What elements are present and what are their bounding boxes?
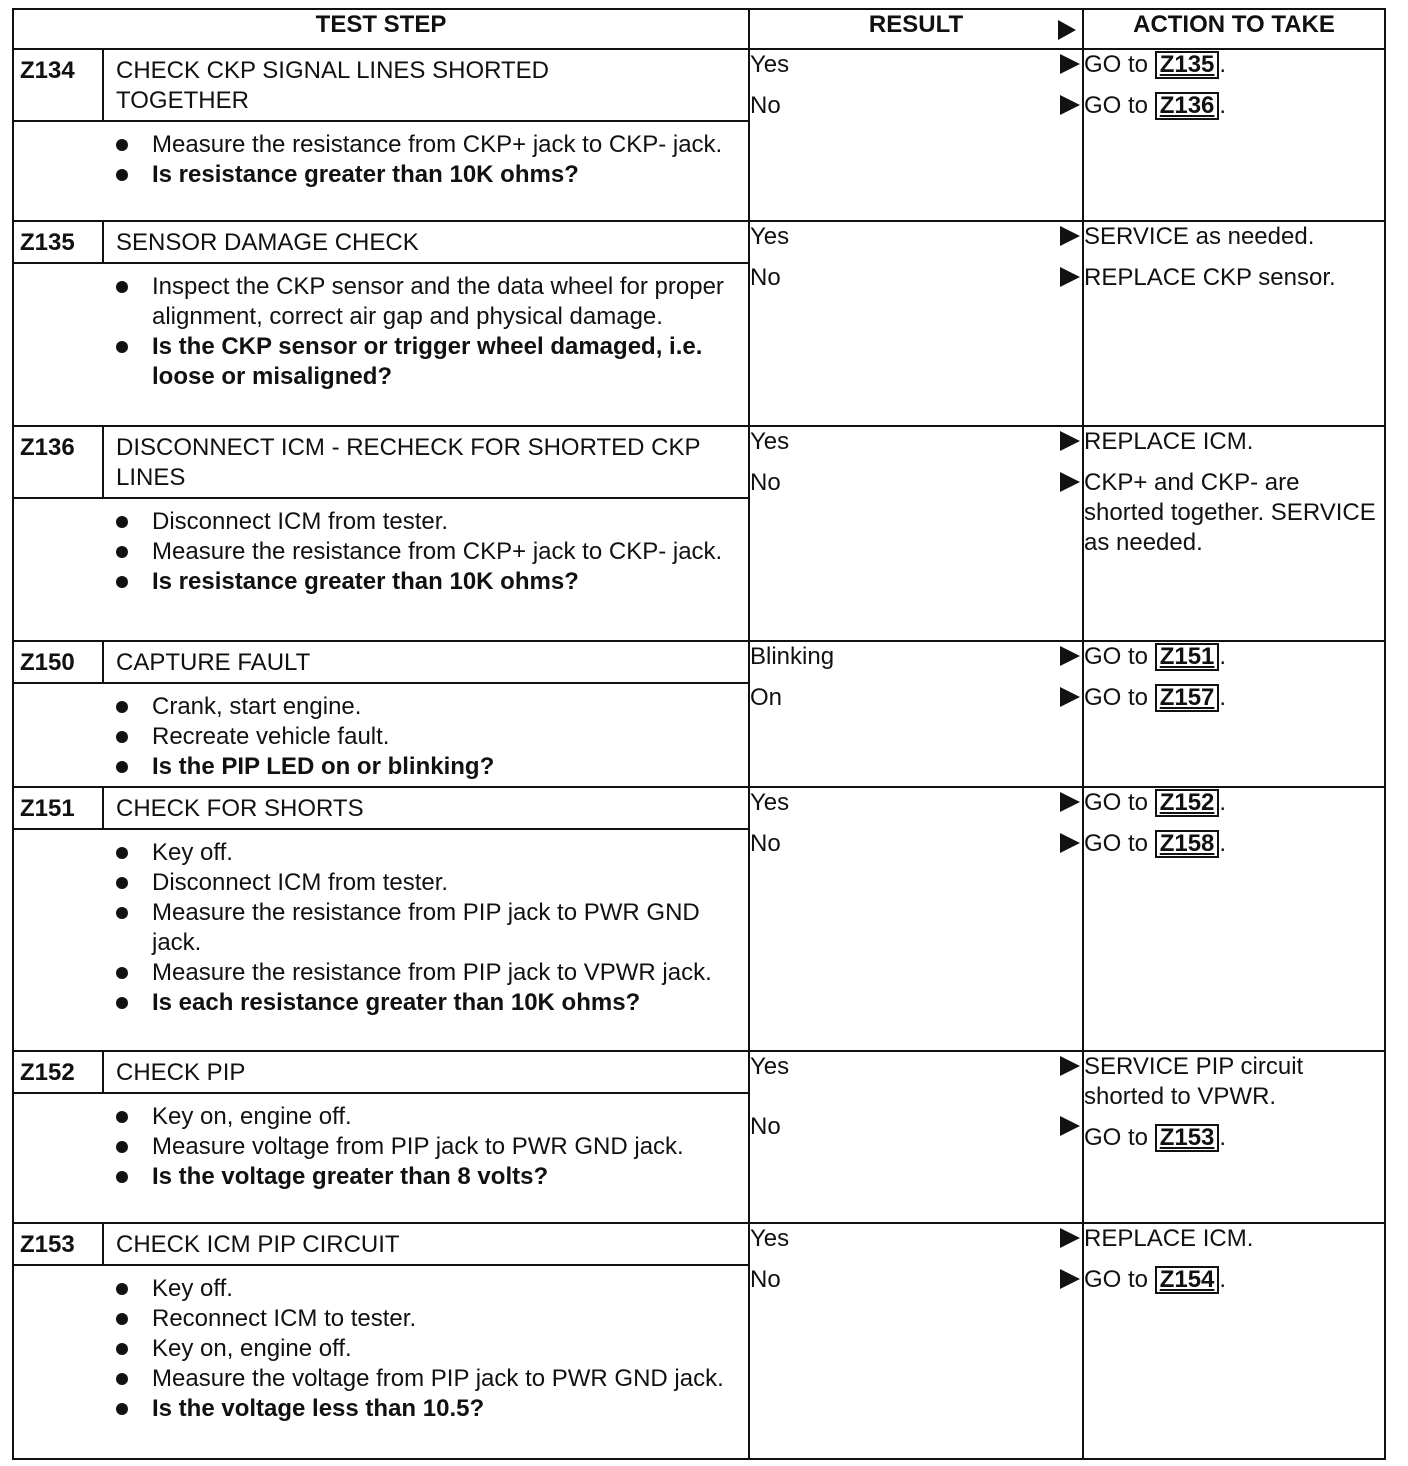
- result-label: No: [750, 1113, 781, 1140]
- step-reference-link[interactable]: Z157: [1155, 684, 1220, 712]
- arrow-right-icon: [1058, 20, 1076, 40]
- instruction-item: [110, 332, 738, 392]
- step-reference-link[interactable]: Z153: [1155, 1124, 1220, 1152]
- diagnostic-table: [12, 8, 1386, 1460]
- bullet-icon: [116, 731, 128, 743]
- step-row: [13, 49, 1385, 221]
- action-text: REPLACE CKP sensor.: [1084, 264, 1336, 291]
- step-id: Z151: [14, 788, 104, 828]
- result-line: [750, 222, 1082, 252]
- action-cell: [1083, 787, 1385, 1051]
- instruction-text: Measure the resistance from PIP jack to PWR GND jack.: [152, 899, 700, 956]
- step-id: Z134: [14, 50, 104, 120]
- bullet-icon: [116, 341, 128, 353]
- action-text: GO to: [1084, 1266, 1149, 1293]
- instruction-item: [110, 692, 738, 722]
- step-id: Z153: [14, 1224, 104, 1264]
- step-instructions: [14, 830, 748, 1022]
- header-result: [749, 9, 1083, 49]
- step-heading: [14, 1224, 748, 1266]
- action-suffix: .: [1219, 643, 1227, 670]
- step-heading: [14, 222, 748, 264]
- table-header-row: [13, 9, 1385, 49]
- action-text: CKP+ and CKP- are shorted together. SERVICE as needed.: [1084, 469, 1376, 556]
- result-line: [750, 1112, 1082, 1142]
- result-line: [750, 829, 1082, 859]
- result-line: [750, 642, 1082, 672]
- result-label: No: [750, 264, 781, 291]
- result-label: No: [750, 469, 781, 496]
- action-text: SERVICE as needed.: [1084, 223, 1315, 250]
- header-action: ACTION TO TAKE: [1083, 9, 1385, 49]
- step-row: [13, 426, 1385, 641]
- bullet-icon: [116, 1373, 128, 1385]
- instruction-text: Key off.: [152, 839, 233, 866]
- instruction-item: [110, 838, 738, 868]
- arrow-right-icon: [1060, 472, 1080, 492]
- bullet-icon: [116, 169, 128, 181]
- instruction-item: [110, 752, 738, 782]
- step-title: SENSOR DAMAGE CHECK: [116, 229, 419, 256]
- instruction-text: Measure voltage from PIP jack to PWR GND jack.: [152, 1133, 684, 1160]
- result-line: [750, 263, 1082, 293]
- instruction-item: [110, 898, 738, 958]
- instruction-item: [110, 1394, 738, 1424]
- arrow-right-icon: [1060, 54, 1080, 74]
- instruction-item: [110, 868, 738, 898]
- step-heading: [14, 788, 748, 830]
- step-instructions: [14, 499, 748, 601]
- instruction-item: [110, 130, 738, 160]
- arrow-right-icon: [1060, 646, 1080, 666]
- bullet-icon: [116, 546, 128, 558]
- result-line: [750, 427, 1082, 457]
- step-instructions: [14, 684, 748, 786]
- instruction-item: [110, 1274, 738, 1304]
- result-label: No: [750, 830, 781, 857]
- action-text: GO to: [1084, 51, 1149, 78]
- result-line: [750, 788, 1082, 818]
- step-row: [13, 787, 1385, 1051]
- action-suffix: .: [1219, 1266, 1227, 1293]
- bullet-icon: [116, 967, 128, 979]
- instruction-item: [110, 1334, 738, 1364]
- action-suffix: .: [1219, 684, 1227, 711]
- result-line: [750, 683, 1082, 713]
- arrow-right-icon: [1060, 792, 1080, 812]
- step-row: [13, 641, 1385, 787]
- bullet-icon: [116, 139, 128, 151]
- bullet-icon: [116, 1343, 128, 1355]
- step-reference-link[interactable]: Z152: [1155, 789, 1220, 817]
- instruction-item: [110, 537, 738, 567]
- result-label: Yes: [750, 428, 790, 455]
- result-cell: [749, 426, 1083, 641]
- test-step-cell: [13, 221, 749, 426]
- instruction-text: Measure the voltage from PIP jack to PWR GND jack.: [152, 1365, 724, 1392]
- instruction-text: Is the voltage less than 10.5?: [152, 1395, 485, 1422]
- action-text: GO to: [1084, 1124, 1149, 1151]
- bullet-icon: [116, 1403, 128, 1415]
- action-suffix: .: [1219, 51, 1227, 78]
- result-label: No: [750, 1266, 781, 1293]
- arrow-right-icon: [1060, 95, 1080, 115]
- action-text: GO to: [1084, 92, 1149, 119]
- step-reference-link[interactable]: Z154: [1155, 1266, 1220, 1294]
- arrow-right-icon: [1060, 1056, 1080, 1076]
- action-cell: [1083, 426, 1385, 641]
- result-line: [750, 1224, 1082, 1254]
- instruction-item: [110, 1132, 738, 1162]
- step-title: CHECK PIP: [116, 1059, 246, 1086]
- test-step-cell: [13, 49, 749, 221]
- action-text: GO to: [1084, 830, 1149, 857]
- step-heading: [14, 1052, 748, 1094]
- step-reference-link[interactable]: Z136: [1155, 92, 1220, 120]
- action-line: [1084, 222, 1384, 252]
- bullet-icon: [116, 576, 128, 588]
- action-suffix: .: [1219, 92, 1227, 119]
- test-step-cell: [13, 787, 749, 1051]
- bullet-icon: [116, 1313, 128, 1325]
- action-text: GO to: [1084, 684, 1149, 711]
- step-title: CHECK CKP SIGNAL LINES SHORTED TOGETHER: [116, 57, 550, 114]
- test-step-cell: [13, 1051, 749, 1223]
- header-result-label: RESULT: [868, 11, 964, 38]
- bullet-icon: [116, 997, 128, 1009]
- instruction-item: [110, 1364, 738, 1394]
- action-line: [1084, 642, 1384, 672]
- instruction-item: [110, 988, 738, 1018]
- instruction-item: [110, 1304, 738, 1334]
- step-heading: [14, 50, 748, 122]
- step-title: DISCONNECT ICM - RECHECK FOR SHORTED CKP LINES: [116, 434, 701, 491]
- test-step-cell: [13, 426, 749, 641]
- instruction-text: Reconnect ICM to tester.: [152, 1305, 417, 1332]
- arrow-right-icon: [1060, 1116, 1080, 1136]
- result-line: [750, 91, 1082, 121]
- result-label: On: [750, 684, 783, 711]
- arrow-right-icon: [1060, 833, 1080, 853]
- instruction-item: [110, 958, 738, 988]
- step-row: [13, 1051, 1385, 1223]
- action-cell: [1083, 221, 1385, 426]
- instruction-text: Is the PIP LED on or blinking?: [152, 753, 495, 780]
- instruction-item: [110, 1162, 738, 1192]
- instruction-text: Disconnect ICM from tester.: [152, 508, 449, 535]
- arrow-right-icon: [1060, 687, 1080, 707]
- arrow-right-icon: [1060, 226, 1080, 246]
- action-line: [1084, 263, 1384, 293]
- bullet-icon: [116, 761, 128, 773]
- step-title: CAPTURE FAULT: [116, 649, 311, 676]
- action-line: [1084, 1265, 1384, 1295]
- action-cell: [1083, 49, 1385, 221]
- instruction-item: [110, 1102, 738, 1132]
- bullet-icon: [116, 701, 128, 713]
- action-suffix: .: [1219, 789, 1227, 816]
- bullet-icon: [116, 1111, 128, 1123]
- result-line: [750, 1265, 1082, 1295]
- bullet-icon: [116, 907, 128, 919]
- instruction-text: Is resistance greater than 10K ohms?: [152, 568, 579, 595]
- step-id: Z136: [14, 427, 104, 497]
- test-step-cell: [13, 1223, 749, 1459]
- action-cell: [1083, 641, 1385, 787]
- action-suffix: .: [1219, 830, 1227, 857]
- step-reference-link[interactable]: Z158: [1155, 830, 1220, 858]
- action-line: [1084, 1052, 1384, 1112]
- bullet-icon: [116, 1141, 128, 1153]
- step-instructions: [14, 122, 748, 194]
- action-line: [1084, 468, 1384, 558]
- result-cell: [749, 787, 1083, 1051]
- step-id: Z152: [14, 1052, 104, 1092]
- instruction-item: [110, 722, 738, 752]
- action-line: [1084, 50, 1384, 80]
- instruction-text: Crank, start engine.: [152, 693, 362, 720]
- bullet-icon: [116, 1171, 128, 1183]
- result-cell: [749, 641, 1083, 787]
- instruction-text: Is the CKP sensor or trigger wheel damaged, i.e. loose or misaligned?: [152, 333, 703, 390]
- step-instructions: [14, 1266, 748, 1428]
- instruction-text: Key on, engine off.: [152, 1103, 352, 1130]
- instruction-text: Key off.: [152, 1275, 233, 1302]
- instruction-text: Measure the resistance from CKP+ jack to CKP- jack.: [152, 131, 723, 158]
- result-line: [750, 50, 1082, 80]
- arrow-right-icon: [1060, 267, 1080, 287]
- action-text: SERVICE PIP circuit shorted to VPWR.: [1084, 1053, 1304, 1110]
- step-title: CHECK ICM PIP CIRCUIT: [116, 1231, 400, 1258]
- instruction-item: [110, 567, 738, 597]
- step-instructions: [14, 264, 748, 396]
- action-suffix: .: [1219, 1124, 1227, 1151]
- result-label: Yes: [750, 789, 790, 816]
- result-line: [750, 468, 1082, 498]
- action-line: [1084, 788, 1384, 818]
- steps-body: [13, 49, 1385, 1459]
- step-row: [13, 1223, 1385, 1459]
- result-label: Blinking: [750, 643, 835, 670]
- step-id: Z135: [14, 222, 104, 262]
- arrow-right-icon: [1060, 1228, 1080, 1248]
- arrow-right-icon: [1060, 431, 1080, 451]
- result-cell: [749, 1051, 1083, 1223]
- bullet-icon: [116, 281, 128, 293]
- instruction-text: Is resistance greater than 10K ohms?: [152, 161, 579, 188]
- result-label: No: [750, 92, 781, 119]
- bullet-icon: [116, 847, 128, 859]
- bullet-icon: [116, 516, 128, 528]
- action-text: GO to: [1084, 789, 1149, 816]
- bullet-icon: [116, 877, 128, 889]
- instruction-text: Inspect the CKP sensor and the data wheel for proper alignment, correct air gap and physical damage.: [152, 273, 724, 330]
- action-line: [1084, 427, 1384, 457]
- instruction-text: Key on, engine off.: [152, 1335, 352, 1362]
- step-reference-link[interactable]: Z135: [1155, 51, 1220, 79]
- action-cell: [1083, 1223, 1385, 1459]
- result-line: [750, 1052, 1082, 1082]
- result-cell: [749, 49, 1083, 221]
- action-text: REPLACE ICM.: [1084, 428, 1254, 455]
- instruction-text: Measure the resistance from PIP jack to VPWR jack.: [152, 959, 712, 986]
- action-line: [1084, 1224, 1384, 1254]
- step-title: CHECK FOR SHORTS: [116, 795, 364, 822]
- step-heading: [14, 427, 748, 499]
- action-line: [1084, 1123, 1384, 1153]
- action-cell: [1083, 1051, 1385, 1223]
- action-text: GO to: [1084, 643, 1149, 670]
- step-heading: [14, 642, 748, 684]
- result-cell: [749, 221, 1083, 426]
- action-line: [1084, 829, 1384, 859]
- instruction-text: Recreate vehicle fault.: [152, 723, 390, 750]
- step-row: [13, 221, 1385, 426]
- instruction-text: Is the voltage greater than 8 volts?: [152, 1163, 549, 1190]
- instruction-item: [110, 160, 738, 190]
- bullet-icon: [116, 1283, 128, 1295]
- step-id: Z150: [14, 642, 104, 682]
- instruction-item: [110, 272, 738, 332]
- instruction-text: Measure the resistance from CKP+ jack to CKP- jack.: [152, 538, 723, 565]
- result-label: Yes: [750, 51, 790, 78]
- result-label: Yes: [750, 1225, 790, 1252]
- action-line: [1084, 91, 1384, 121]
- instruction-text: Disconnect ICM from tester.: [152, 869, 449, 896]
- instruction-item: [110, 507, 738, 537]
- diagnostic-table-page: [12, 8, 1386, 1460]
- action-text: REPLACE ICM.: [1084, 1225, 1254, 1252]
- arrow-right-icon: [1060, 1269, 1080, 1289]
- test-step-cell: [13, 641, 749, 787]
- step-instructions: [14, 1094, 748, 1196]
- header-test-step: TEST STEP: [13, 9, 749, 49]
- result-label: Yes: [750, 1053, 790, 1080]
- instruction-text: Is each resistance greater than 10K ohms?: [152, 989, 641, 1016]
- result-cell: [749, 1223, 1083, 1459]
- step-reference-link[interactable]: Z151: [1155, 643, 1220, 671]
- result-label: Yes: [750, 223, 790, 250]
- action-line: [1084, 683, 1384, 713]
